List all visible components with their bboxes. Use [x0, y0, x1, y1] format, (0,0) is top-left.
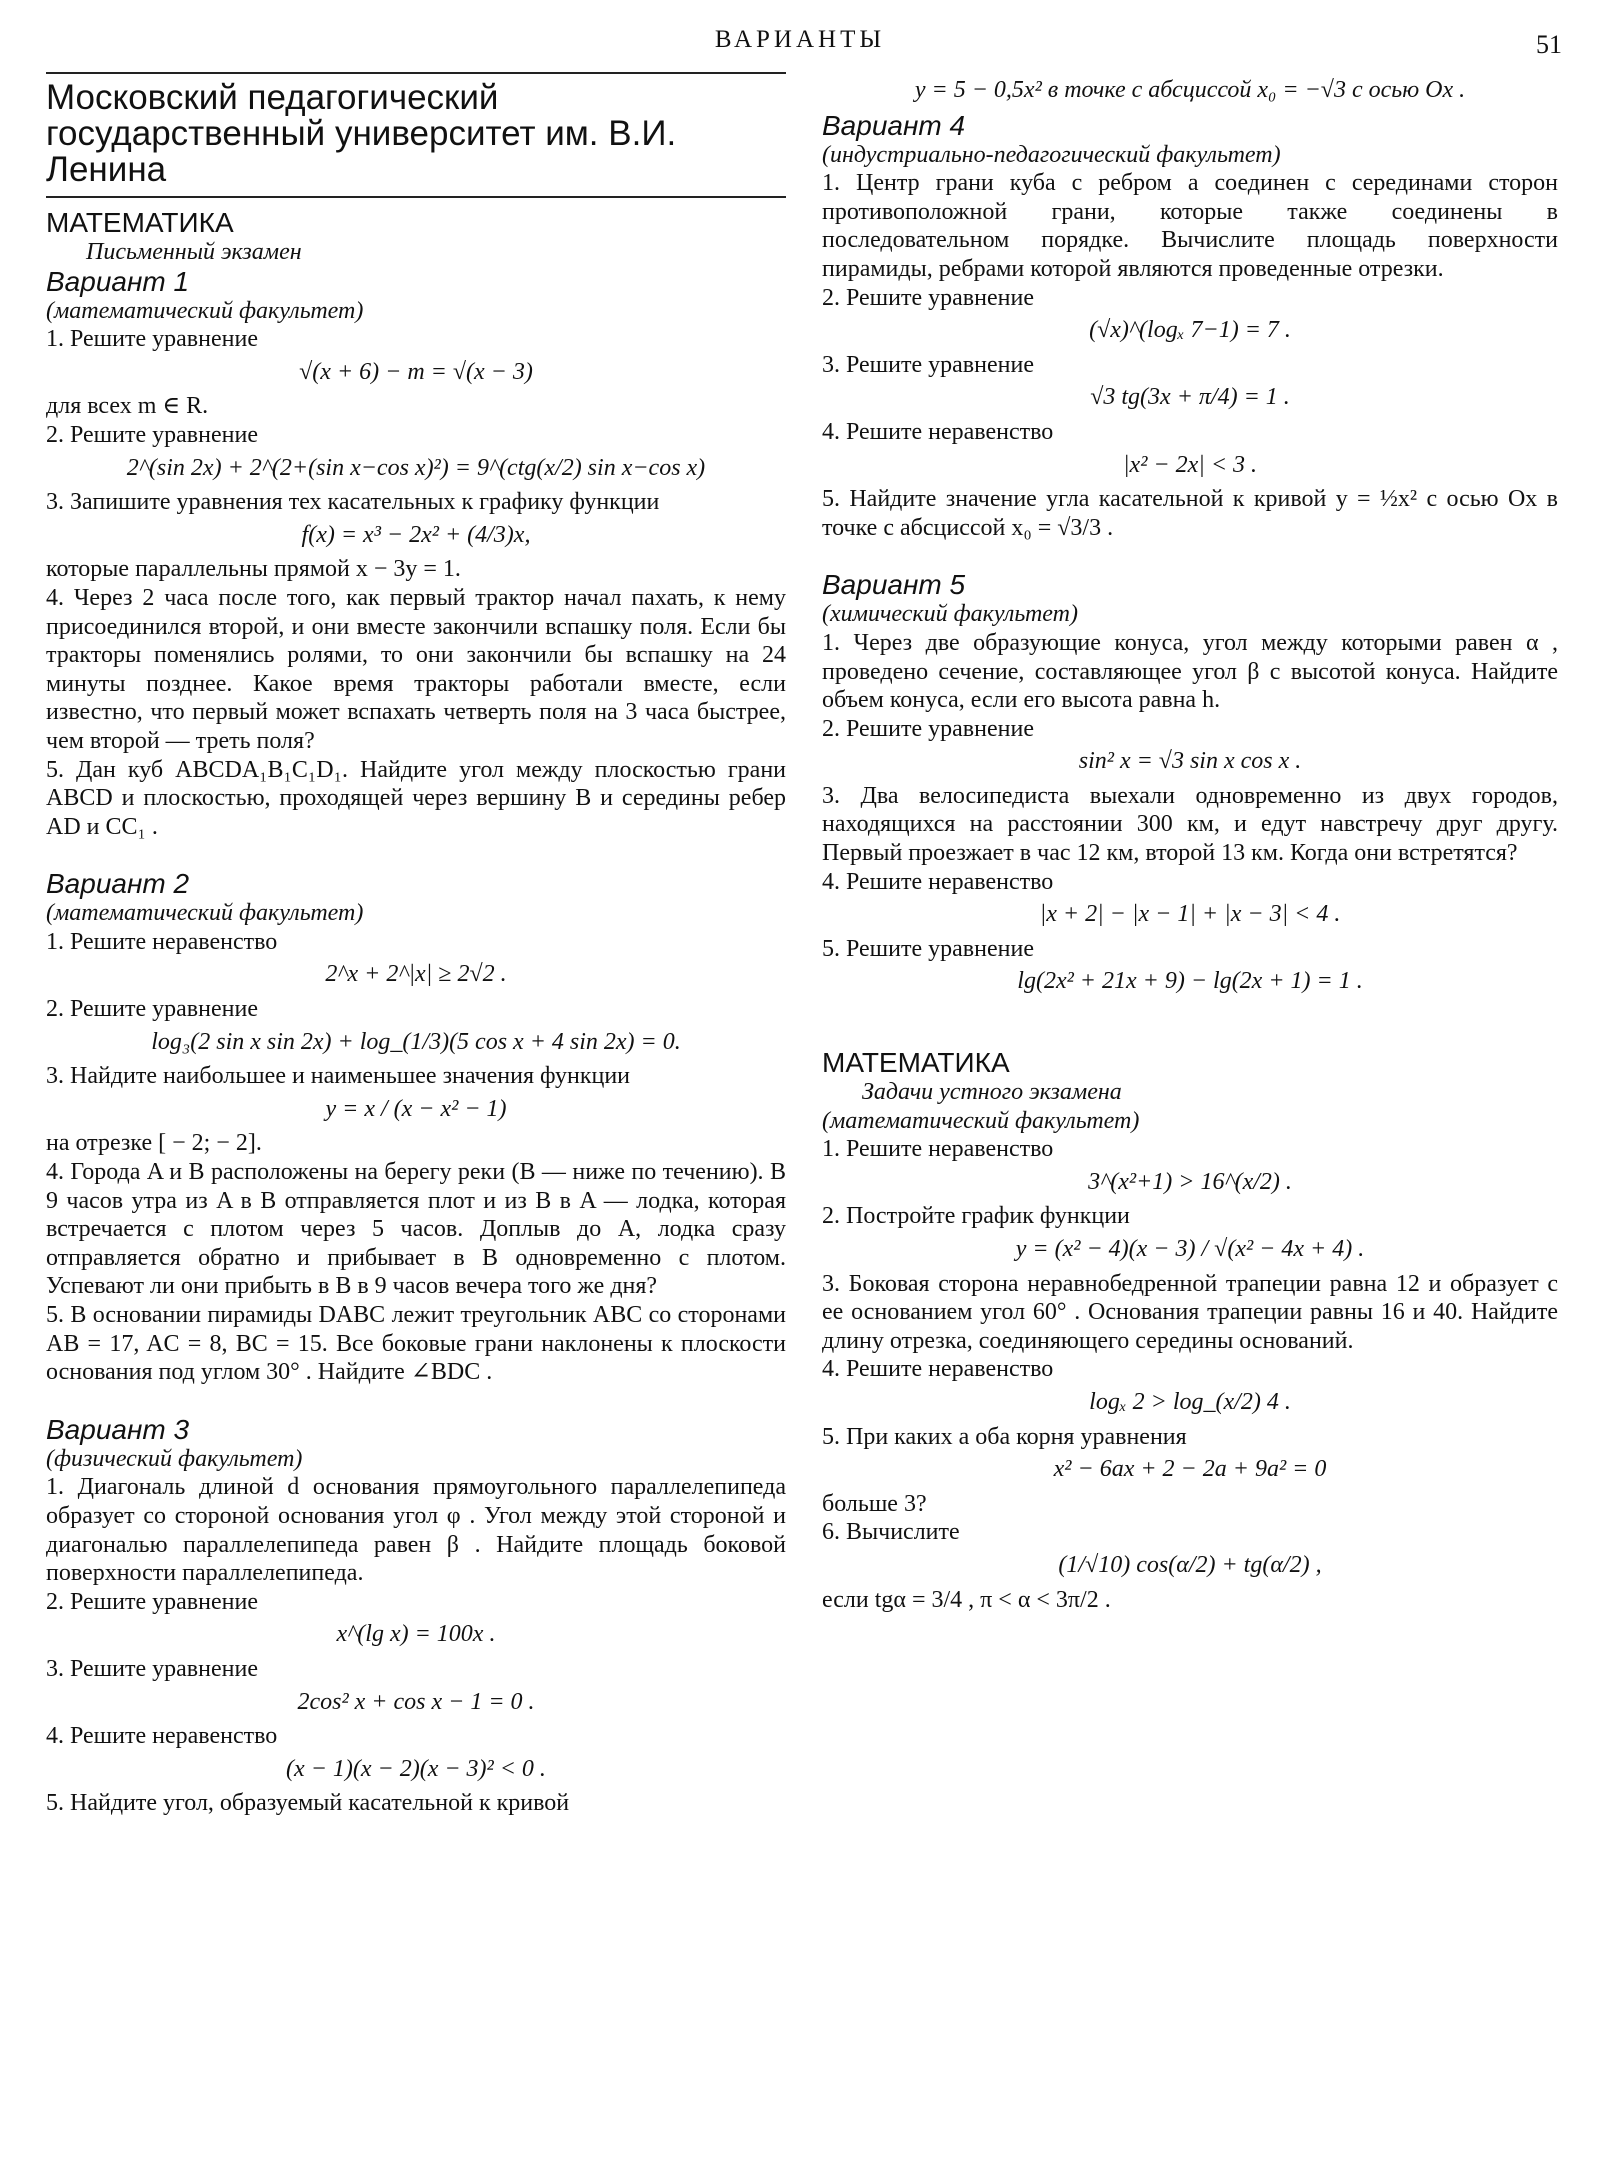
- problem-text: 2. Решите уравнение: [46, 1588, 258, 1615]
- problem-text: 1. Центр грани куба с ребром a соединен с серединами сторон противоположной грани, которые также соединены в последовательном порядке. Вычислите площадь поверхности пирамиды, ребрами которой являются проведенные отрезки.: [822, 170, 1558, 282]
- problem-text: 4. Решите неравенство: [822, 418, 1054, 445]
- problem-text: 5. При каких a оба корня уравнения: [822, 1423, 1187, 1450]
- formula: sin² x = √3 sin x cos x .: [1078, 748, 1302, 775]
- formula: y = 5 − 0,5x² в точке с абсциссой x₀ = −√3 с осью Ox .: [914, 77, 1466, 103]
- faculty-label: (математический факультет): [46, 297, 364, 324]
- problem-text: 3. Боковая сторона неравнобедренной трапеции равна 12 и образует с ее основанием угол 60° . Основания трапеции равны 16 и 40. Найдите длину отрезка, соединяющего середины оснований.: [822, 1270, 1558, 1354]
- formula: y = (x² − 4)(x − 3) / √(x² − 4x + 4) .: [1015, 1236, 1365, 1262]
- problem-text: 2. Решите уравнение: [46, 421, 258, 448]
- spacer: [822, 1002, 1558, 1038]
- formula: √(x + 6) − m = √(x − 3): [299, 358, 533, 385]
- section-title: МАТЕМАТИКА: [822, 1047, 1010, 1079]
- problem-text: 5. В основании пирамиды DABC лежит треугольник ABC со сторонами AB = 17, AC = 8, BC = 15. Все боковые грани наклонены к плоскости основания под углом 30° . Найдите ∠BDC .: [46, 1302, 786, 1386]
- problem-text: 1. Решите уравнение: [46, 326, 258, 353]
- institution-title: Московский педагогический государственный университет им. В.И. Ленина: [46, 78, 677, 189]
- formula: (x − 1)(x − 2)(x − 3)² < 0 .: [286, 1755, 546, 1782]
- problem-text: если tgα = 3/4 , π < α < 3π/2 .: [822, 1586, 1111, 1613]
- problem-text: на отрезке [ − 2; − 2].: [46, 1130, 262, 1157]
- problem-text: 2. Решите уравнение: [822, 715, 1034, 742]
- problem-text: 5. Решите уравнение: [822, 935, 1034, 962]
- problem-text: 5. Найдите значение угла касательной к кривой y = ½x² с осью Ox в точке с абсциссой x₀ = √3/3 .: [822, 486, 1558, 541]
- problem-text: больше 3?: [822, 1490, 927, 1517]
- section-subtitle: Задачи устного экзамена: [862, 1079, 1122, 1106]
- rule-line: [46, 72, 786, 74]
- formula: x² − 6ax + 2 − 2a + 9a² = 0: [1053, 1456, 1327, 1483]
- formula: 2^x + 2^|x| ≥ 2√2 .: [325, 961, 507, 988]
- section-title: МАТЕМАТИКА: [46, 207, 234, 238]
- problem-text: 3. Найдите наибольшее и наименьшее значения функции: [46, 1063, 631, 1090]
- problem-text: для всех m ∈ R.: [46, 393, 209, 420]
- formula: (√x)^(logₓ 7−1) = 7 .: [1089, 317, 1291, 344]
- faculty-label: (физический факультет): [46, 1445, 303, 1472]
- problem-text: 4. Решите неравенство: [822, 1356, 1054, 1383]
- variant-title: Вариант 1: [46, 265, 190, 297]
- formula: y = x / (x − x² − 1): [325, 1095, 507, 1122]
- formula: lg(2x² + 21x + 9) − lg(2x + 1) = 1 .: [1017, 968, 1363, 995]
- formula: 3^(x²+1) > 16^(x/2) .: [1088, 1168, 1292, 1195]
- spacer: [46, 841, 786, 869]
- variant-title: Вариант 4: [822, 109, 966, 141]
- formula: x^(lg x) = 100x .: [336, 1621, 496, 1648]
- problem-text: 2. Решите уравнение: [46, 996, 258, 1023]
- formula: 2^(sin 2x) + 2^(2+(sin x−cos x)²) = 9^(ctg(x/2) sin x−cos x): [126, 454, 706, 481]
- formula: f(x) = x³ − 2x² + (4/3)x,: [301, 521, 531, 548]
- faculty-label: (математический факультет): [46, 900, 364, 927]
- variant-title: Вариант 5: [822, 569, 966, 601]
- problem-text: 4. Города A и B расположены на берегу реки (B — ниже по течению). В 9 часов утра из A в B отправляется плот и из B в A — лодка, которая встречается с плотом через 5 часов. Доплыв до A, лодка сразу отправляется обратно и прибывает в B одновременно с плотом. Успевают ли они прибыть в B в 9 часов вечера того же дня?: [46, 1159, 786, 1300]
- spacer: [822, 542, 1558, 570]
- faculty-label: (математический факультет): [822, 1107, 1140, 1134]
- faculty-label: (химический факультет): [822, 601, 1078, 628]
- page-number: 51: [1536, 30, 1562, 59]
- problem-text: 3. Запишите уравнения тех касательных к графику функции: [46, 489, 660, 516]
- right-column: [822, 72, 1558, 1614]
- rule-line: [46, 196, 786, 198]
- problem-text: 4. Решите неравенство: [46, 1723, 278, 1750]
- problem-text: 4. Через 2 часа после того, как первый трактор начал пахать, к нему присоединился второй, и они вместе закончили вспашку поля. Если бы тракторы поменялись ролями, то они закончили бы вспашку на 24 минуты позднее. Какое время тракторы работали вместе, если известно, что первый может вспахать четверть поля на 3 часа быстрее, чем второй — треть поля?: [46, 584, 786, 754]
- problem-text: 1. Решите неравенство: [46, 928, 278, 955]
- formula: |x + 2| − |x − 1| + |x − 3| < 4 .: [1039, 901, 1341, 928]
- variant-title: Вариант 3: [46, 1413, 190, 1445]
- problem-text: 2. Постройте график функции: [822, 1203, 1130, 1230]
- problem-text: 4. Решите неравенство: [822, 868, 1054, 895]
- formula: |x² − 2x| < 3 .: [1122, 451, 1258, 478]
- problem-text: 2. Решите уравнение: [822, 284, 1034, 311]
- left-column: [46, 72, 786, 1818]
- faculty-label: (индустриально-педагогический факультет): [822, 141, 1281, 168]
- variant-title: Вариант 2: [46, 868, 190, 900]
- formula: (1/√10) cos(α/2) + tg(α/2) ,: [1058, 1551, 1322, 1578]
- problem-text: 3. Решите уравнение: [822, 351, 1034, 378]
- problem-text: 1. Решите неравенство: [822, 1136, 1054, 1163]
- problem-text: 3. Решите уравнение: [46, 1655, 258, 1682]
- problem-text: 1. Через две образующие конуса, угол между которыми равен α , проведено сечение, составляющее угол β с высотой конуса. Найдите объем конуса, если его высота равна h.: [822, 629, 1558, 714]
- formula: logₓ 2 > log_(x/2) 4 .: [1089, 1388, 1291, 1415]
- formula: 2cos² x + cos x − 1 = 0 .: [297, 1688, 535, 1715]
- running-header: ВАРИАНТЫ: [714, 26, 886, 53]
- problem-text: 6. Вычислите: [822, 1519, 960, 1546]
- problem-text: 5. Найдите угол, образуемый касательной к кривой: [46, 1790, 570, 1817]
- problem-text: 3. Два велосипедиста выехали одновременно из двух городов, находящихся на расстоянии 300 км, и едут навстречу друг другу. Первый проезжает в час 12 км, второй 13 км. Когда они встретятся?: [822, 782, 1558, 867]
- problem-text: 5. Дан куб ABCDA₁B₁C₁D₁. Найдите угол между плоскостью грани ABCD и плоскостью, проходящей через вершину B и середины ребер AD и CC₁ .: [46, 756, 786, 840]
- section-subtitle: Письменный экзамен: [86, 239, 302, 265]
- problem-text: 1. Диагональ длиной d основания прямоугольного параллелепипеда образует со стороной основания угол φ . Угол между этой стороной и диагональю параллелепипеда равен β . Найдите площадь боковой поверхности параллелепипеда.: [46, 1474, 786, 1587]
- formula: √3 tg(3x + π/4) = 1 .: [1090, 384, 1290, 411]
- problem-text: которые параллельны прямой x − 3y = 1.: [46, 556, 461, 583]
- formula: log₃(2 sin x sin 2x) + log_(1/3)(5 cos x + 4 sin 2x) = 0.: [151, 1028, 681, 1055]
- spacer: [46, 1387, 786, 1415]
